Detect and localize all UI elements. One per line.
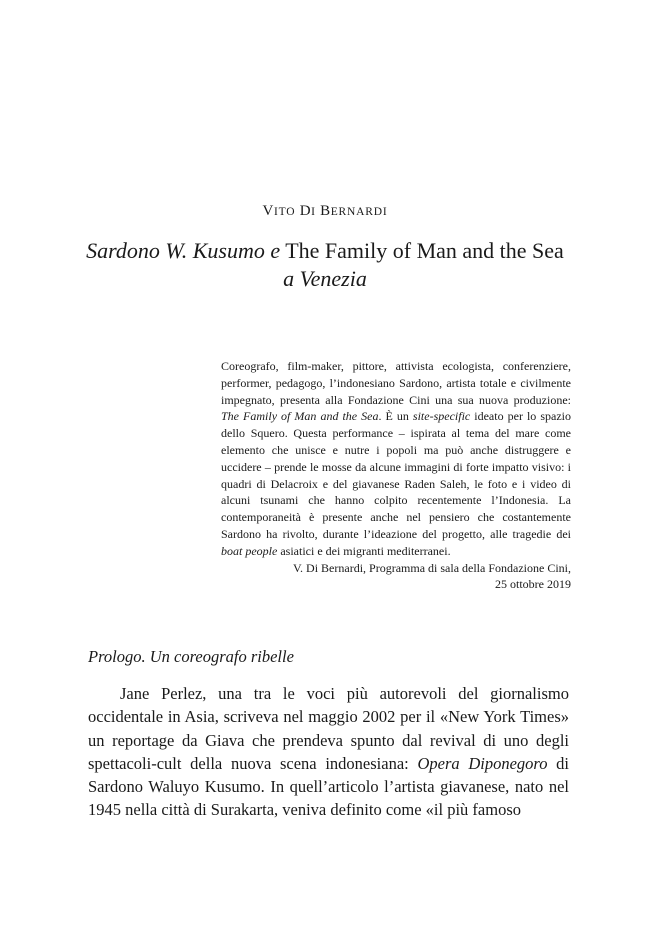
epigraph-italic-1: The Family of Man and the Sea: [221, 409, 379, 424]
epigraph-text-2: . È un: [378, 409, 413, 424]
epigraph-text-4: asiatici e dei migranti mediterranei.: [277, 543, 451, 558]
author-first-initial: V: [262, 203, 274, 219]
epigraph-text-3: ideato per lo spazio dello Squero. Questa performance – ispirata al tema del mare come elemento che unisce e nutre i popoli ma può anche distruggere e uccidere – prende le mosse da alcune immagini di forte impatto visivo: i quadri di Delacroix e del giavanese Raden Saleh, le foto e i video di alcuni tsunami che hanno colpito recentemente l’Indonesia. La contemporaneità è presente anche nel pensiero che costantemente Sardono ha rivolto, durante l’ideazione del progetto, alle tragedie dei: [221, 409, 571, 541]
section-heading: Prologo. Un coreografo ribelle: [88, 647, 294, 666]
author-last1-initial: D: [299, 203, 312, 219]
epigraph-text: [221, 358, 571, 560]
body-paragraph: [88, 682, 569, 822]
title-location-part: a Venezia: [283, 266, 367, 291]
epigraph-source: [221, 560, 571, 594]
author-name: [0, 203, 650, 220]
epigraph-source-line2: 25 ottobre 2019: [495, 577, 571, 592]
title-roman-part: The Family of Man and the Sea: [285, 238, 564, 263]
author-last2-rest: ERNARDI: [330, 206, 388, 218]
author-last1-rest: I: [311, 206, 316, 218]
epigraph-italic-2: site-specific: [412, 409, 471, 424]
body-text-2: di Sardono Waluyo Kusumo. In quell’articolo l’artista giavanese, nato nel 1945 nella città di Surakarta, veniva definito come «il più famoso: [88, 753, 570, 820]
epigraph-source-line1: V. Di Bernardi, Programma di sala della Fondazione Cini,: [292, 560, 571, 575]
epigraph: [221, 358, 571, 593]
body-italic-1: Opera Diponegoro: [417, 753, 548, 773]
epigraph-italic-3: boat people: [221, 543, 278, 558]
author-last2-initial: B: [320, 203, 331, 219]
author-first-rest: ITO: [273, 206, 296, 218]
title-italic-part: Sardono W. Kusumo e: [86, 238, 281, 263]
body-text: [88, 682, 569, 822]
article-title: [60, 237, 590, 293]
body-text-1: Jane Perlez, una tra le voci più autorevoli del giornalismo occidentale in Asia, scriveva nel maggio 2002 per il «New York Times» un reportage da Giava che prendeva spunto dal revival di uno degli spettacoli-cult della nuova scena indonesiana:: [88, 684, 569, 773]
epigraph-text-1: Coreografo, film-maker, pittore, attivista ecologista, conferenziere, performer, pedagogo, l’indonesiano Sardono, artista totale e civilmente impegnato, presenta alla Fondazione Cini una sua nuova produzione:: [221, 359, 571, 407]
